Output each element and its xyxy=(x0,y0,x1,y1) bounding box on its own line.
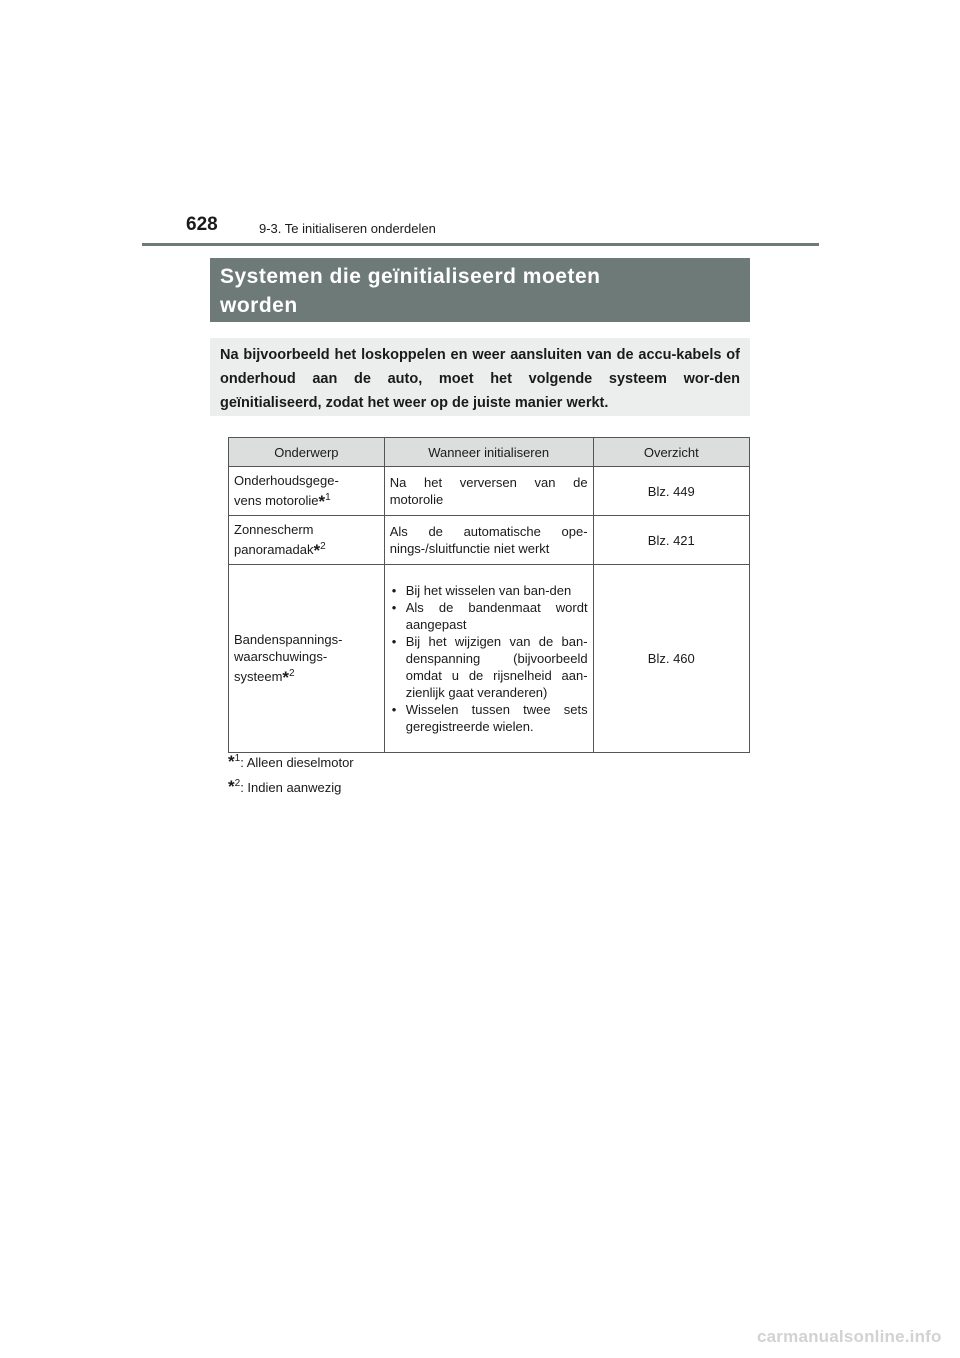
watermark: carmanualsonline.info xyxy=(757,1327,942,1346)
footnote-1 xyxy=(228,752,354,772)
footnote-text: : Indien aanwezig xyxy=(240,780,342,795)
cell-subject xyxy=(229,565,385,753)
footnote-number: 1 xyxy=(234,753,241,764)
section-title-line1: Systemen die geïnitialiseerd moeten xyxy=(220,265,601,288)
subject-line: Bandenspannings- xyxy=(234,632,343,647)
when-bullet-list xyxy=(390,582,588,735)
intro-box xyxy=(210,338,750,416)
subject-line: waarschuwings- xyxy=(234,649,328,664)
when-line: Als de automatische ope- xyxy=(389,524,588,539)
table-row xyxy=(229,467,750,516)
list-item: • Bij het wijzigen van de ban-denspanning (bijvoorbeeld omdat u de rijsnelheid aan-zienlijk gaat veranderen) xyxy=(390,633,588,701)
cell-overview: Blz. 421 xyxy=(593,516,749,565)
section-path: 9-3. Te initialiseren onderdelen xyxy=(259,221,436,236)
table-row xyxy=(229,565,750,753)
cell-overview: Blz. 460 xyxy=(593,565,749,753)
footnote-2 xyxy=(228,777,341,797)
cell-overview: Blz. 449 xyxy=(593,467,749,516)
subject-line xyxy=(234,489,379,510)
subject-line: Onderhoudsgege- xyxy=(234,473,339,488)
list-item: • Wisselen tussen twee sets geregistreerde wielen. xyxy=(390,701,588,735)
footnote-number: 2 xyxy=(289,668,295,679)
column-header-when: Wanneer initialiseren xyxy=(384,438,593,467)
subject-line xyxy=(234,665,379,686)
footnote-star: * xyxy=(282,668,290,687)
subject-text: panoramadak xyxy=(234,542,314,557)
subject-line xyxy=(234,538,379,559)
cell-when xyxy=(384,467,593,516)
footnote-text: : Alleen dieselmotor xyxy=(240,755,354,770)
page-number: 628 xyxy=(186,214,218,235)
cell-subject xyxy=(229,516,385,565)
column-header-overview: Overzicht xyxy=(593,438,749,467)
intro-text: Na bijvoorbeeld het loskoppelen en weer aansluiten van de accu-kabels of onderhoud aan de auto, moet het volgende systeem wor-den geïnitialiseerd, zodat het weer op de juiste manier werkt. xyxy=(220,347,740,411)
when-line: motorolie xyxy=(389,492,444,507)
when-line: nings-/sluitfunctie niet werkt xyxy=(389,541,550,556)
footnote-star: * xyxy=(228,777,235,796)
footnote-star: * xyxy=(318,492,326,511)
footnote-star: * xyxy=(313,541,321,560)
table-header-row xyxy=(229,438,750,467)
cell-when xyxy=(384,516,593,565)
list-item: • Als de bandenmaat wordt aangepast xyxy=(390,599,588,633)
footnote-number: 2 xyxy=(320,541,326,552)
cell-when xyxy=(384,565,593,753)
subject-text: systeem xyxy=(234,669,283,684)
initialization-table xyxy=(228,437,750,753)
when-line: Na het verversen van de xyxy=(389,475,588,490)
table-row xyxy=(229,516,750,565)
header-rule xyxy=(142,243,819,246)
section-title xyxy=(210,258,750,322)
footnote-number: 1 xyxy=(325,492,331,503)
cell-subject xyxy=(229,467,385,516)
list-item: • Bij het wisselen van ban-den xyxy=(390,582,588,599)
footnote-number: 2 xyxy=(234,778,241,789)
footnote-star: * xyxy=(228,752,235,771)
section-title-line2: worden xyxy=(220,294,298,317)
subject-text: vens motorolie xyxy=(234,493,319,508)
column-header-subject: Onderwerp xyxy=(229,438,385,467)
subject-line: Zonnescherm xyxy=(234,522,314,537)
